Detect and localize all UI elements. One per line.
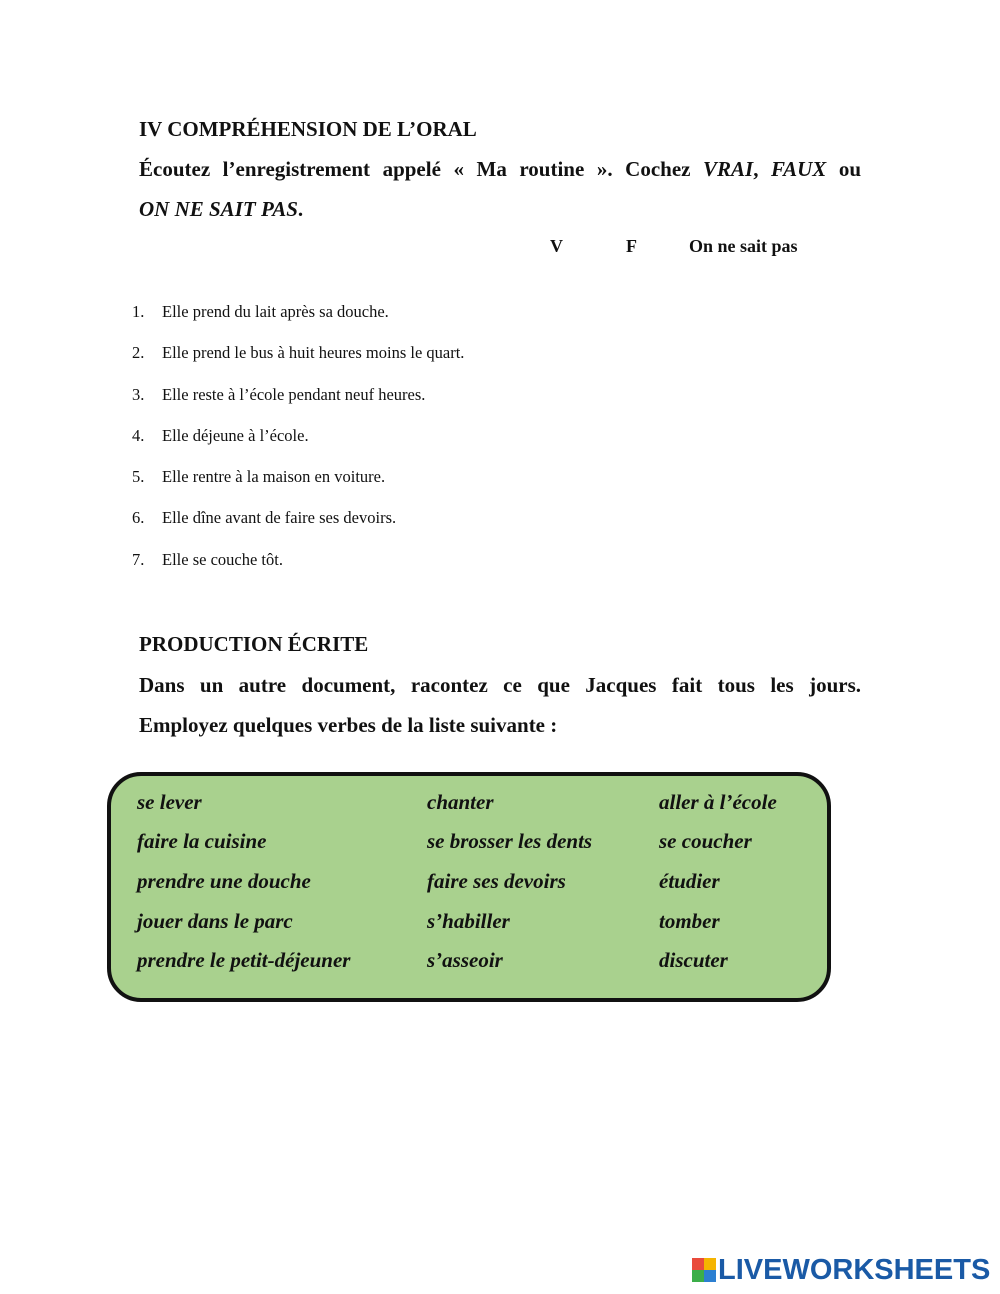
verb-item: aller à l’école xyxy=(659,790,777,814)
column-header-on-ne-sait-pas: On ne sait pas xyxy=(689,236,798,256)
verb-item: chanter xyxy=(427,790,494,814)
statement-item xyxy=(132,343,464,384)
verb-item: se brosser les dents xyxy=(427,829,593,853)
logo-text: LIVEWORKSHEETS xyxy=(718,1253,991,1286)
statement-item xyxy=(132,426,464,467)
comma: , xyxy=(753,157,772,181)
verb-item: prendre une douche xyxy=(137,869,311,893)
statement-number: 5. xyxy=(132,467,145,487)
logo-mark-square xyxy=(692,1270,704,1282)
verb-item: tomber xyxy=(659,909,720,933)
statement-item xyxy=(132,385,464,426)
verb-item: s’habiller xyxy=(427,909,510,933)
liveworksheets-logo[interactable] xyxy=(692,1255,990,1285)
on-ne-sait-pas-label: ON NE SAIT PAS xyxy=(139,197,298,221)
section-title-comprehension: IV COMPRÉHENSION DE L’ORAL xyxy=(139,117,477,141)
faux-label: FAUX xyxy=(771,157,827,181)
column-header-v: V xyxy=(550,236,563,256)
statement-number: 7. xyxy=(132,549,145,569)
statement-list xyxy=(132,302,464,591)
verb-item: faire ses devoirs xyxy=(427,869,566,893)
verb-item: s’asseoir xyxy=(427,948,503,972)
instruction-text: Écoutez l’enregistrement appelé « Ma routine ». Cochez xyxy=(139,157,704,181)
statement-text: Elle rentre à la maison en voiture. xyxy=(162,467,386,487)
production-line-1: Dans un autre document, racontez ce que Jacques fait tous les jours. xyxy=(139,673,861,697)
logo-mark-square xyxy=(704,1270,716,1282)
section-title-production: PRODUCTION ÉCRITE xyxy=(139,632,369,656)
logo-mark-square xyxy=(704,1258,716,1270)
production-instruction xyxy=(139,665,861,745)
statement-text: Elle se couche tôt. xyxy=(162,549,283,569)
statement-item xyxy=(132,467,464,508)
verb-item: étudier xyxy=(659,869,720,893)
statement-number: 1. xyxy=(132,302,145,321)
verb-item: se lever xyxy=(137,790,202,814)
verb-item: jouer dans le parc xyxy=(137,909,293,933)
ou-word: ou xyxy=(826,157,862,181)
vrai-label: VRAI xyxy=(703,157,754,181)
logo-mark-square xyxy=(692,1258,704,1270)
statement-text: Elle prend du lait après sa douche. xyxy=(162,302,389,321)
comprehension-instruction xyxy=(139,149,861,229)
production-line-2: Employez quelques verbes de la liste suivante : xyxy=(139,713,558,737)
statement-text: Elle dîne avant de faire ses devoirs. xyxy=(162,508,397,528)
statement-number: 4. xyxy=(132,425,145,445)
statement-item xyxy=(132,550,464,591)
statement-text: Elle reste à l’école pendant neuf heures. xyxy=(162,384,426,404)
verb-item: discuter xyxy=(659,948,728,972)
statement-item xyxy=(132,508,464,549)
verb-item: se coucher xyxy=(659,829,752,853)
period: . xyxy=(297,197,304,221)
logo-mark-icon xyxy=(692,1258,716,1282)
column-header-f: F xyxy=(626,236,637,256)
statement-number: 2. xyxy=(132,343,145,363)
instruction-line-1 xyxy=(139,149,861,189)
statement-number: 3. xyxy=(132,384,145,404)
statement-number: 6. xyxy=(132,508,145,528)
verb-item: prendre le petit-déjeuner xyxy=(137,948,351,972)
statement-text: Elle prend le bus à huit heures moins le quart. xyxy=(162,343,465,363)
statement-text: Elle déjeune à l’école. xyxy=(162,425,309,445)
verb-item: faire la cuisine xyxy=(137,829,267,853)
instruction-line-2 xyxy=(139,189,861,229)
statement-item xyxy=(132,302,464,343)
